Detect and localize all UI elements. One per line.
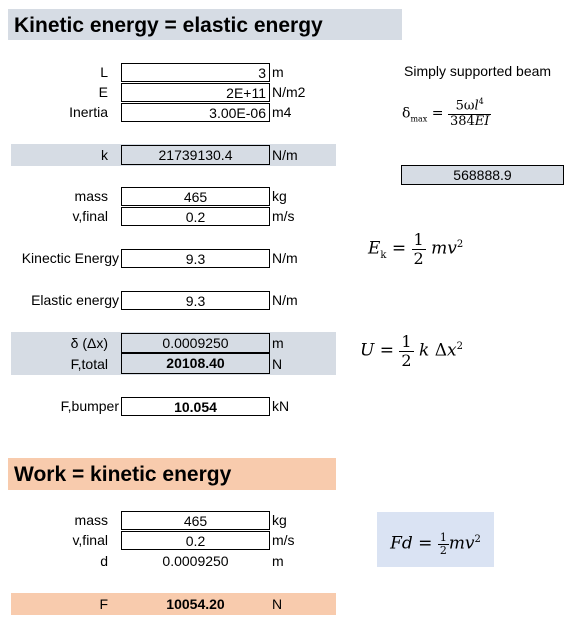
unit-mass: kg bbox=[272, 188, 287, 204]
cell-L[interactable]: 3 bbox=[121, 63, 270, 82]
section-title-work: Work = kinetic energy bbox=[8, 458, 336, 490]
kinetic-energy-formula: $E_k$ = $\frac{1}{2}$ $mv^2$ bbox=[368, 230, 464, 268]
cell-elastic-energy[interactable]: 9.3 bbox=[121, 291, 270, 310]
unit-E: N/m2 bbox=[272, 84, 306, 100]
unit-ftotal: N bbox=[272, 356, 283, 372]
label-d: d bbox=[100, 553, 108, 569]
label-delta: δ (Δx) bbox=[70, 335, 108, 351]
unit-inertia: m4 bbox=[272, 104, 292, 120]
cell-fbumper[interactable]: 10.054 bbox=[121, 397, 270, 416]
unit-k: N/m bbox=[272, 147, 298, 163]
label-k: k bbox=[101, 147, 108, 163]
label-inertia: Inertia bbox=[69, 104, 108, 120]
beam-result[interactable]: 568888.9 bbox=[401, 165, 564, 185]
cell-kinetic-energy[interactable]: 9.3 bbox=[121, 249, 270, 268]
label-mass-2: mass bbox=[74, 512, 108, 528]
unit-F: N bbox=[272, 596, 283, 612]
cell-F[interactable]: 10054.20 bbox=[166, 596, 225, 612]
beam-caption: Simply supported beam bbox=[404, 63, 552, 79]
cell-vfinal[interactable]: 0.2 bbox=[121, 207, 270, 226]
label-kinetic-energy: Kinectic Energy bbox=[21, 250, 119, 266]
label-mass: mass bbox=[74, 188, 108, 204]
unit-delta: m bbox=[272, 335, 284, 351]
cell-d[interactable]: 0.0009250 bbox=[162, 553, 229, 569]
label-L: L bbox=[100, 64, 108, 80]
label-vfinal-2: v,final bbox=[72, 532, 108, 548]
cell-inertia[interactable]: 3.00E-06 bbox=[121, 103, 270, 122]
cell-vfinal-2[interactable]: 0.2 bbox=[121, 531, 270, 550]
section-title-elastic: Kinetic energy = elastic energy bbox=[8, 9, 402, 40]
label-E: E bbox=[98, 84, 108, 100]
unit-kinetic-energy: N/m bbox=[272, 250, 298, 266]
label-F: F bbox=[99, 596, 108, 612]
unit-mass-2: kg bbox=[272, 512, 287, 528]
work-formula: Fd = $\frac{1}{2}$ $mv^2$ bbox=[377, 512, 494, 567]
cell-delta[interactable]: 0.0009250 bbox=[121, 333, 270, 353]
unit-fbumper: kN bbox=[272, 398, 290, 414]
unit-L: m bbox=[272, 64, 284, 80]
unit-vfinal: m/s bbox=[272, 208, 295, 224]
label-vfinal: v,final bbox=[72, 208, 108, 224]
cell-E[interactable]: 2E+11 bbox=[121, 83, 270, 102]
cell-mass-2[interactable]: 465 bbox=[121, 511, 270, 530]
elastic-energy-formula: U = $\frac{1}{2}$ k $\Delta x^2$ bbox=[360, 332, 463, 370]
cell-mass[interactable]: 465 bbox=[121, 187, 270, 206]
cell-ftotal[interactable]: 20108.40 bbox=[121, 353, 270, 374]
unit-elastic-energy: N/m bbox=[272, 292, 298, 308]
deflection-formula: $\delta_{max}$ = $\frac{5\omega l^4}{384EI}$ bbox=[402, 97, 490, 129]
cell-k[interactable]: 21739130.4 bbox=[121, 145, 270, 165]
label-elastic-energy: Elastic energy bbox=[31, 292, 119, 308]
label-ftotal: F,total bbox=[70, 356, 108, 372]
label-fbumper: F,bumper bbox=[60, 398, 119, 414]
unit-d: m bbox=[272, 553, 284, 569]
unit-vfinal-2: m/s bbox=[272, 532, 295, 548]
